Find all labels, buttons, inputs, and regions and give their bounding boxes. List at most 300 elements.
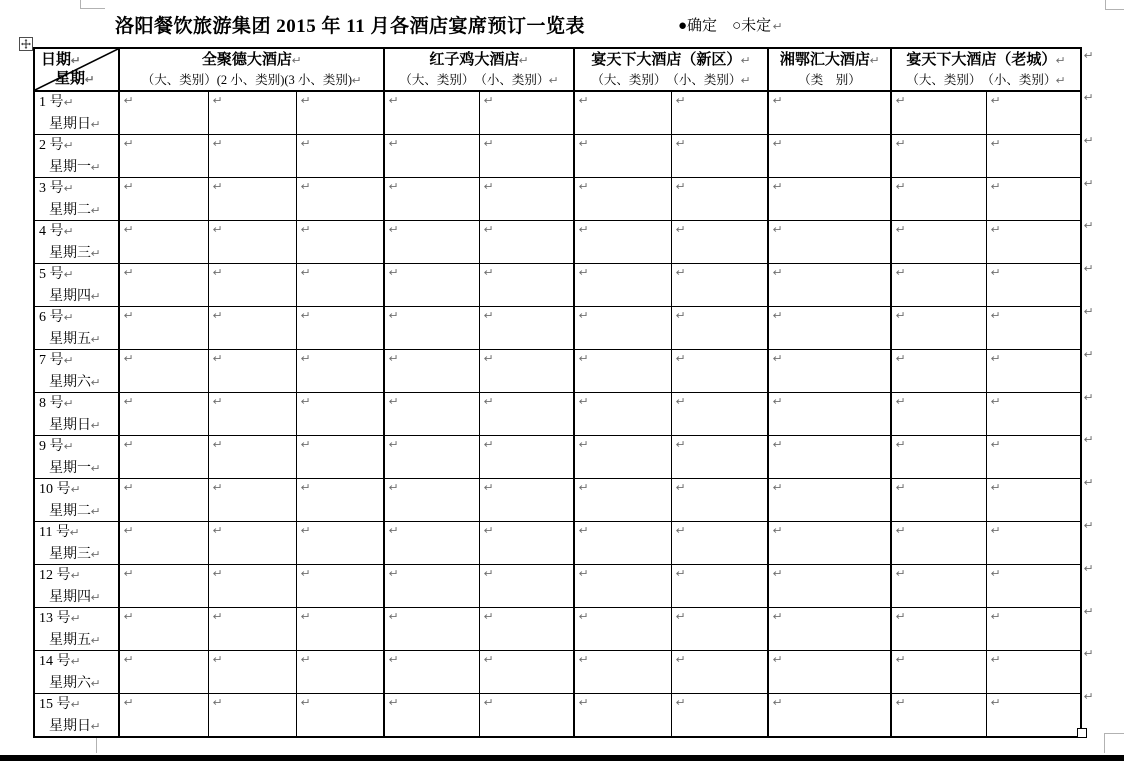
paragraph-mark-icon: ↵	[990, 223, 1001, 236]
date-cell[interactable]	[34, 91, 119, 135]
booking-cell[interactable]	[208, 651, 296, 694]
paragraph-mark-icon: ↵	[300, 567, 311, 580]
booking-cell[interactable]	[479, 350, 574, 393]
paragraph-mark-icon: ↵	[90, 677, 101, 690]
booking-cell[interactable]	[208, 135, 296, 178]
paragraph-mark-icon: ↵	[675, 395, 686, 408]
paragraph-mark-icon: ↵	[212, 524, 223, 537]
booking-cell[interactable]	[479, 307, 574, 350]
paragraph-mark-icon: ↵	[772, 20, 783, 33]
paragraph-mark-icon: ↵	[483, 567, 494, 580]
hotel-header-cell[interactable]	[384, 48, 574, 91]
booking-cell[interactable]	[296, 307, 384, 350]
booking-cell[interactable]	[296, 135, 384, 178]
booking-cell[interactable]	[296, 350, 384, 393]
booking-cell[interactable]	[986, 436, 1081, 479]
legend-pending: ○未定	[732, 18, 772, 34]
booking-cell[interactable]	[208, 307, 296, 350]
paragraph-mark-icon: ↵	[483, 180, 494, 193]
booking-cell[interactable]	[768, 135, 891, 178]
table-resize-handle[interactable]	[1077, 728, 1087, 738]
paragraph-mark-icon: ↵	[123, 352, 134, 365]
booking-cell[interactable]	[574, 436, 671, 479]
booking-cell[interactable]	[986, 608, 1081, 651]
booking-cell[interactable]	[384, 307, 479, 350]
paragraph-mark-icon: ↵	[63, 96, 74, 109]
day-label: 9 号	[39, 439, 64, 454]
weekday-label: 星期三	[49, 547, 91, 562]
booking-cell[interactable]	[671, 135, 768, 178]
booking-cell[interactable]	[574, 522, 671, 565]
paragraph-mark-icon: ↵	[548, 74, 560, 87]
paragraph-mark-icon: ↵	[772, 438, 783, 451]
hotel-categories: （大、类别） （小、类别）	[591, 73, 742, 87]
weekday-label: 星期六	[49, 676, 91, 691]
booking-cell[interactable]	[296, 565, 384, 608]
paragraph-mark-icon: ↵	[772, 309, 783, 322]
booking-cell[interactable]	[208, 350, 296, 393]
booking-cell[interactable]	[768, 565, 891, 608]
hotel-categories: （类 别）	[798, 73, 861, 87]
booking-cell[interactable]	[208, 565, 296, 608]
booking-cell[interactable]	[384, 436, 479, 479]
booking-cell[interactable]	[479, 436, 574, 479]
booking-cell[interactable]	[671, 350, 768, 393]
paragraph-mark-icon: ↵	[212, 481, 223, 494]
booking-cell[interactable]	[296, 264, 384, 307]
paragraph-mark-icon: ↵	[740, 54, 752, 67]
paragraph-mark-icon: ↵	[388, 438, 399, 451]
table-row	[34, 264, 1081, 307]
booking-cell[interactable]	[768, 694, 891, 738]
booking-cell[interactable]	[671, 565, 768, 608]
booking-cell[interactable]	[208, 178, 296, 221]
paragraph-mark-icon: ↵	[90, 376, 101, 389]
table-body	[34, 48, 1081, 737]
booking-cell[interactable]	[671, 436, 768, 479]
booking-cell[interactable]	[671, 651, 768, 694]
booking-cell[interactable]	[119, 221, 208, 264]
paragraph-mark-icon: ↵	[123, 309, 134, 322]
paragraph-mark-icon: ↵	[388, 610, 399, 623]
paragraph-mark-icon: ↵	[578, 567, 589, 580]
booking-cell[interactable]	[891, 135, 986, 178]
booking-cell[interactable]	[574, 264, 671, 307]
booking-cell[interactable]	[384, 91, 479, 135]
paragraph-mark-icon: ↵	[990, 137, 1001, 150]
booking-cell[interactable]	[384, 178, 479, 221]
paragraph-mark-icon: ↵	[90, 290, 101, 303]
booking-cell[interactable]	[768, 91, 891, 135]
booking-cell[interactable]	[479, 393, 574, 436]
booking-cell[interactable]	[296, 651, 384, 694]
booking-cell[interactable]	[574, 135, 671, 178]
booking-cell[interactable]	[891, 221, 986, 264]
booking-cell[interactable]	[296, 436, 384, 479]
booking-cell[interactable]	[119, 522, 208, 565]
paragraph-mark-icon: ↵	[990, 438, 1001, 451]
booking-cell[interactable]	[119, 393, 208, 436]
paragraph-mark-icon: ↵	[212, 696, 223, 709]
row-end-paragraph-mark-icon: ↵	[1083, 690, 1094, 704]
booking-cell[interactable]	[671, 522, 768, 565]
weekday-label: 星期六	[49, 375, 91, 390]
date-cell[interactable]	[34, 264, 119, 307]
table-move-handle[interactable]	[19, 37, 33, 51]
booking-cell[interactable]	[296, 479, 384, 522]
paragraph-mark-icon: ↵	[895, 524, 906, 537]
booking-cell[interactable]	[119, 651, 208, 694]
paragraph-mark-icon: ↵	[123, 180, 134, 193]
booking-cell[interactable]	[384, 651, 479, 694]
paragraph-mark-icon: ↵	[90, 333, 101, 346]
hotel-name: 湘鄂汇大酒店	[779, 52, 870, 68]
booking-cell[interactable]	[296, 694, 384, 738]
booking-cell[interactable]	[671, 694, 768, 738]
paragraph-mark-icon: ↵	[675, 610, 686, 623]
booking-cell[interactable]	[119, 479, 208, 522]
paragraph-mark-icon: ↵	[388, 696, 399, 709]
booking-cell[interactable]	[119, 694, 208, 738]
date-cell[interactable]	[34, 178, 119, 221]
paragraph-mark-icon: ↵	[483, 438, 494, 451]
booking-cell[interactable]	[891, 651, 986, 694]
paragraph-mark-icon: ↵	[300, 438, 311, 451]
booking-cell[interactable]	[296, 91, 384, 135]
paragraph-mark-icon: ↵	[578, 180, 589, 193]
booking-cell[interactable]	[891, 350, 986, 393]
paragraph-mark-icon: ↵	[388, 567, 399, 580]
paragraph-mark-icon: ↵	[300, 266, 311, 279]
booking-cell[interactable]	[208, 522, 296, 565]
booking-cell[interactable]	[891, 393, 986, 436]
hotel-name: 宴天下大酒店（新区）	[591, 52, 742, 68]
booking-cell[interactable]	[671, 264, 768, 307]
booking-cell[interactable]	[986, 350, 1081, 393]
hotel-header-cell[interactable]	[574, 48, 768, 91]
row-end-paragraph-mark-icon: ↵	[1083, 561, 1094, 575]
date-cell[interactable]	[34, 479, 119, 522]
booking-cell[interactable]	[768, 307, 891, 350]
paragraph-mark-icon: ↵	[212, 395, 223, 408]
paragraph-mark-icon: ↵	[895, 94, 906, 107]
booking-cell[interactable]	[296, 178, 384, 221]
paragraph-mark-icon: ↵	[212, 223, 223, 236]
paragraph-mark-icon: ↵	[212, 438, 223, 451]
paragraph-mark-icon: ↵	[212, 610, 223, 623]
booking-cell[interactable]	[574, 608, 671, 651]
booking-cell[interactable]	[986, 91, 1081, 135]
paragraph-mark-icon: ↵	[388, 481, 399, 494]
booking-cell[interactable]	[208, 694, 296, 738]
paragraph-mark-icon: ↵	[772, 395, 783, 408]
paragraph-mark-icon: ↵	[675, 653, 686, 666]
booking-cell[interactable]	[574, 350, 671, 393]
date-cell[interactable]	[34, 307, 119, 350]
paragraph-mark-icon: ↵	[212, 352, 223, 365]
booking-cell[interactable]	[891, 91, 986, 135]
date-cell[interactable]	[34, 608, 119, 651]
booking-cell[interactable]	[768, 393, 891, 436]
date-cell[interactable]	[34, 436, 119, 479]
booking-cell[interactable]	[296, 393, 384, 436]
booking-cell[interactable]	[384, 264, 479, 307]
hotel-header-cell[interactable]	[891, 48, 1081, 91]
booking-cell[interactable]	[891, 522, 986, 565]
booking-cell[interactable]	[768, 264, 891, 307]
booking-cell[interactable]	[479, 178, 574, 221]
date-cell[interactable]	[34, 350, 119, 393]
booking-cell[interactable]	[384, 221, 479, 264]
booking-cell[interactable]	[768, 651, 891, 694]
paragraph-mark-icon: ↵	[675, 223, 686, 236]
booking-cell[interactable]	[479, 479, 574, 522]
paragraph-mark-icon: ↵	[300, 524, 311, 537]
paragraph-mark-icon: ↵	[300, 696, 311, 709]
table-row	[34, 135, 1081, 178]
paragraph-mark-icon: ↵	[895, 266, 906, 279]
booking-cell[interactable]	[574, 178, 671, 221]
paragraph-mark-icon: ↵	[772, 180, 783, 193]
date-cell[interactable]	[34, 565, 119, 608]
booking-cell[interactable]	[986, 221, 1081, 264]
booking-cell[interactable]	[296, 522, 384, 565]
booking-cell[interactable]	[119, 178, 208, 221]
booking-cell[interactable]	[986, 694, 1081, 738]
date-cell[interactable]	[34, 221, 119, 264]
booking-cell[interactable]	[768, 608, 891, 651]
booking-cell[interactable]	[479, 608, 574, 651]
paragraph-mark-icon: ↵	[483, 395, 494, 408]
booking-cell[interactable]	[479, 91, 574, 135]
booking-cell[interactable]	[986, 264, 1081, 307]
paragraph-mark-icon: ↵	[70, 569, 81, 582]
booking-cell[interactable]	[574, 393, 671, 436]
paragraph-mark-icon: ↵	[772, 266, 783, 279]
booking-cell[interactable]	[891, 178, 986, 221]
booking-cell[interactable]	[891, 565, 986, 608]
booking-cell[interactable]	[208, 221, 296, 264]
booking-cell[interactable]	[891, 694, 986, 738]
booking-cell[interactable]	[574, 651, 671, 694]
paragraph-mark-icon: ↵	[388, 94, 399, 107]
paragraph-mark-icon: ↵	[90, 548, 101, 561]
booking-cell[interactable]	[574, 694, 671, 738]
paragraph-mark-icon: ↵	[90, 204, 101, 217]
hotel-header-cell[interactable]	[119, 48, 384, 91]
paragraph-mark-icon: ↵	[123, 137, 134, 150]
booking-cell[interactable]	[891, 608, 986, 651]
paragraph-mark-icon: ↵	[123, 653, 134, 666]
paragraph-mark-icon: ↵	[123, 696, 134, 709]
table-row	[34, 221, 1081, 264]
booking-cell[interactable]	[891, 264, 986, 307]
booking-cell[interactable]	[671, 608, 768, 651]
paragraph-mark-icon: ↵	[388, 395, 399, 408]
date-cell[interactable]	[34, 651, 119, 694]
paragraph-mark-icon: ↵	[483, 137, 494, 150]
booking-cell[interactable]	[986, 565, 1081, 608]
booking-cell[interactable]	[574, 479, 671, 522]
booking-cell[interactable]	[479, 694, 574, 738]
paragraph-mark-icon: ↵	[212, 180, 223, 193]
booking-cell[interactable]	[768, 522, 891, 565]
day-label: 11 号	[39, 525, 70, 540]
booking-cell[interactable]	[208, 393, 296, 436]
booking-cell[interactable]	[671, 221, 768, 264]
paragraph-mark-icon: ↵	[300, 94, 311, 107]
date-cell[interactable]	[34, 694, 119, 738]
paragraph-mark-icon: ↵	[675, 567, 686, 580]
date-cell[interactable]	[34, 135, 119, 178]
paragraph-mark-icon: ↵	[90, 247, 101, 260]
paragraph-mark-icon: ↵	[675, 524, 686, 537]
day-label: 6 号	[39, 310, 64, 325]
booking-cell[interactable]	[119, 436, 208, 479]
paragraph-mark-icon: ↵	[895, 696, 906, 709]
booking-cell[interactable]	[296, 608, 384, 651]
date-cell[interactable]	[34, 393, 119, 436]
paragraph-mark-icon: ↵	[675, 696, 686, 709]
paragraph-mark-icon: ↵	[388, 524, 399, 537]
booking-cell[interactable]	[768, 350, 891, 393]
table-row	[34, 91, 1081, 135]
booking-cell[interactable]	[986, 522, 1081, 565]
booking-cell[interactable]	[479, 135, 574, 178]
paragraph-mark-icon: ↵	[388, 223, 399, 236]
booking-cell[interactable]	[768, 221, 891, 264]
date-cell[interactable]	[34, 522, 119, 565]
hotel-header-cell[interactable]	[768, 48, 891, 91]
paragraph-mark-icon: ↵	[300, 223, 311, 236]
booking-cell[interactable]	[986, 393, 1081, 436]
booking-cell[interactable]	[479, 264, 574, 307]
booking-cell[interactable]	[119, 608, 208, 651]
paragraph-mark-icon: ↵	[772, 223, 783, 236]
booking-cell[interactable]	[384, 565, 479, 608]
booking-cell[interactable]	[479, 651, 574, 694]
booking-cell[interactable]	[384, 694, 479, 738]
paragraph-mark-icon: ↵	[63, 311, 74, 324]
header-row	[34, 48, 1081, 91]
booking-cell[interactable]	[384, 522, 479, 565]
booking-cell[interactable]	[384, 135, 479, 178]
paragraph-mark-icon: ↵	[63, 139, 74, 152]
paragraph-mark-icon: ↵	[90, 419, 101, 432]
booking-cell[interactable]	[384, 608, 479, 651]
booking-cell[interactable]	[891, 307, 986, 350]
weekday-label: 星期日	[49, 719, 91, 734]
booking-cell[interactable]	[119, 565, 208, 608]
booking-cell[interactable]	[479, 522, 574, 565]
booking-cell[interactable]	[479, 565, 574, 608]
hotel-categories: （大、类别） （小、类别）	[906, 73, 1057, 87]
booking-cell[interactable]	[296, 221, 384, 264]
paragraph-mark-icon: ↵	[90, 634, 101, 647]
booking-cell[interactable]	[986, 651, 1081, 694]
paragraph-mark-icon: ↵	[123, 481, 134, 494]
paragraph-mark-icon: ↵	[518, 54, 530, 67]
booking-cell[interactable]	[986, 178, 1081, 221]
booking-cell[interactable]	[574, 307, 671, 350]
booking-cell[interactable]	[574, 91, 671, 135]
legend-spacer	[717, 18, 732, 34]
booking-cell[interactable]	[208, 436, 296, 479]
paragraph-mark-icon: ↵	[90, 118, 101, 131]
booking-cell[interactable]	[891, 436, 986, 479]
corner-cell-date-weekday[interactable]	[34, 48, 119, 91]
booking-cell[interactable]	[671, 178, 768, 221]
booking-cell[interactable]	[671, 479, 768, 522]
booking-cell[interactable]	[119, 350, 208, 393]
booking-cell[interactable]	[208, 91, 296, 135]
booking-cell[interactable]	[986, 479, 1081, 522]
paragraph-mark-icon: ↵	[990, 94, 1001, 107]
booking-cell[interactable]	[768, 436, 891, 479]
booking-cell[interactable]	[119, 264, 208, 307]
booking-cell[interactable]	[119, 91, 208, 135]
booking-cell[interactable]	[768, 178, 891, 221]
table-row	[34, 393, 1081, 436]
paragraph-mark-icon: ↵	[388, 266, 399, 279]
booking-cell[interactable]	[574, 221, 671, 264]
booking-cell[interactable]	[479, 221, 574, 264]
paragraph-mark-icon: ↵	[123, 438, 134, 451]
booking-cell[interactable]	[986, 135, 1081, 178]
paragraph-mark-icon: ↵	[578, 395, 589, 408]
paragraph-mark-icon: ↵	[69, 526, 80, 539]
booking-cell[interactable]	[208, 479, 296, 522]
booking-cell[interactable]	[891, 479, 986, 522]
day-label: 14 号	[39, 654, 71, 669]
booking-cell[interactable]	[986, 307, 1081, 350]
booking-cell[interactable]	[671, 393, 768, 436]
paragraph-mark-icon: ↵	[212, 309, 223, 322]
booking-cell[interactable]	[384, 393, 479, 436]
booking-cell[interactable]	[119, 135, 208, 178]
day-label: 3 号	[39, 181, 64, 196]
booking-cell[interactable]	[768, 479, 891, 522]
paragraph-mark-icon: ↵	[212, 266, 223, 279]
paragraph-mark-icon: ↵	[212, 94, 223, 107]
paragraph-mark-icon: ↵	[483, 653, 494, 666]
day-label: 4 号	[39, 224, 64, 239]
row-end-paragraph-mark-icon: ↵	[1083, 219, 1094, 233]
booking-cell[interactable]	[208, 608, 296, 651]
paragraph-mark-icon: ↵	[990, 567, 1001, 580]
booking-cell[interactable]	[119, 307, 208, 350]
paragraph-mark-icon: ↵	[772, 352, 783, 365]
booking-cell[interactable]	[574, 565, 671, 608]
paragraph-mark-icon: ↵	[675, 266, 686, 279]
row-end-paragraph-mark-icon: ↵	[1083, 49, 1094, 62]
paragraph-mark-icon: ↵	[70, 54, 81, 67]
booking-cell[interactable]	[384, 479, 479, 522]
paragraph-mark-icon: ↵	[483, 696, 494, 709]
page-title: 洛阳餐饮旅游集团 2015 年 11 月各酒店宴席预订一览表	[115, 16, 585, 37]
paragraph-mark-icon: ↵	[772, 610, 783, 623]
paragraph-mark-icon: ↵	[675, 180, 686, 193]
table-row	[34, 307, 1081, 350]
booking-cell[interactable]	[208, 264, 296, 307]
paragraph-mark-icon: ↵	[772, 696, 783, 709]
booking-cell[interactable]	[384, 350, 479, 393]
booking-cell[interactable]	[671, 307, 768, 350]
paragraph-mark-icon: ↵	[895, 309, 906, 322]
legend-confirmed: ●确定	[678, 18, 718, 34]
paragraph-mark-icon: ↵	[578, 223, 589, 236]
booking-cell[interactable]	[671, 91, 768, 135]
